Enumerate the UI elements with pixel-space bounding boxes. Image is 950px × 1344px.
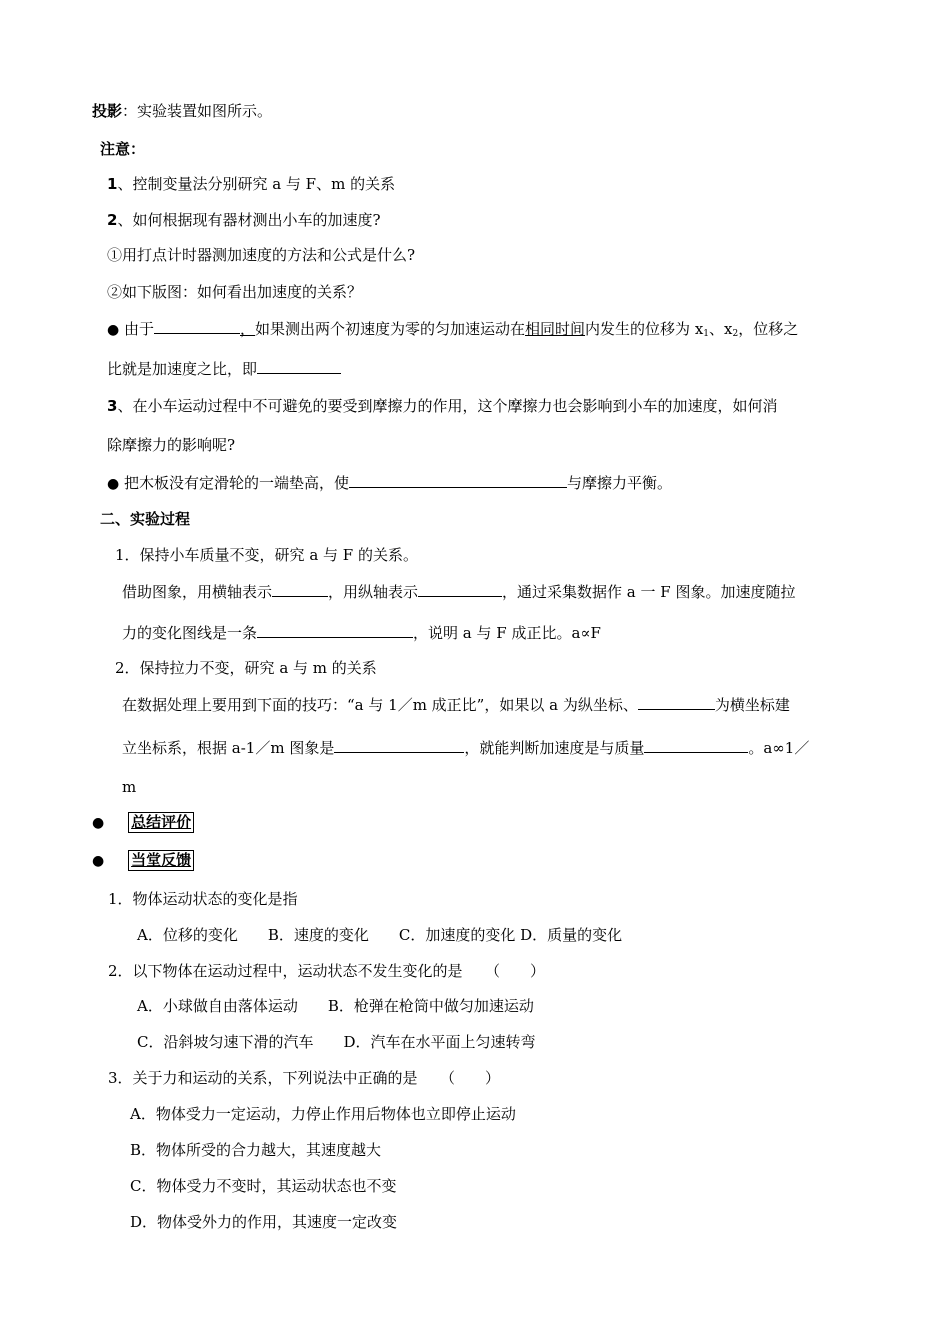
notice-item-3-text: 、在小车运动过程中不可避免的要受到摩擦力的作用，这个摩擦力也会影响到小车的加速度，如何消 bbox=[117, 397, 778, 415]
fill-blank[interactable] bbox=[154, 318, 240, 334]
notice-item-2-num: 2 bbox=[107, 211, 118, 229]
notice-item-2a: ①用打点计时器测加速度的方法和公式是什么? bbox=[107, 246, 416, 264]
bullet-1-mid: 如果测出两个初速度为零的匀加速运动在 bbox=[255, 320, 526, 338]
bullet-dot: ● bbox=[92, 853, 105, 869]
notice-item-2-text: 、如何根据现有器材测出小车的加速度? bbox=[117, 211, 381, 229]
notice-item-2 bbox=[107, 210, 380, 230]
p1-text-a: 借助图象，用横轴表示 bbox=[122, 583, 273, 601]
notice-heading: 注意： bbox=[100, 140, 146, 158]
notice-item-1-text: 、控制变量法分别研究 a 与 F、m 的关系 bbox=[117, 175, 396, 193]
question-3-option-d: D．物体受外力的作用，其速度一定改变 bbox=[130, 1213, 398, 1231]
bullet-1-pre: 由于 bbox=[119, 320, 154, 338]
question-2-options-cd: C．沿斜坡匀速下滑的汽车 D．汽车在水平面上匀速转弯 bbox=[137, 1033, 536, 1051]
question-3-option-c: C．物体受力不变时，其运动状态也不变 bbox=[130, 1177, 397, 1195]
question-1-stem: 1．物体运动状态的变化是指 bbox=[108, 890, 298, 908]
summary-heading bbox=[92, 812, 194, 833]
bullet-2-post: 与摩擦力平衡。 bbox=[567, 474, 673, 492]
projection-text: ：实验装置如图所示。 bbox=[122, 102, 273, 120]
p2-text-c: 立坐标系，根据 a-1／m 图象是 bbox=[122, 739, 335, 757]
question-2-options-ab: A．小球做自由落体运动 B．枪弹在枪筒中做匀加速运动 bbox=[137, 997, 534, 1015]
notice-item-1-num: 1 bbox=[107, 175, 118, 193]
bullet-dot: ● bbox=[107, 476, 120, 492]
procedure-1-line-2 bbox=[122, 622, 601, 643]
procedure-2-line-2 bbox=[122, 737, 809, 758]
procedure-2-title: 2．保持拉力不变，研究 a 与 m 的关系 bbox=[115, 659, 377, 677]
bullet-1-sep: 、x bbox=[709, 320, 733, 338]
fill-blank[interactable] bbox=[257, 358, 341, 374]
bullet-1-continuation bbox=[107, 358, 341, 379]
fill-blank[interactable] bbox=[334, 737, 464, 753]
fill-blank[interactable] bbox=[638, 694, 715, 710]
procedure-1-title: 1．保持小车质量不变，研究 a 与 F 的关系。 bbox=[115, 546, 418, 564]
bullet-1 bbox=[107, 318, 798, 344]
procedure-1-line-1 bbox=[122, 581, 795, 602]
feedback-label: 当堂反馈 bbox=[128, 850, 194, 871]
subscript-2: 2 bbox=[732, 329, 739, 339]
feedback-heading bbox=[92, 850, 194, 871]
question-1-options: A．位移的变化 B．速度的变化 C．加速度的变化 D．质量的变化 bbox=[137, 926, 623, 944]
p1-text-c: ，通过采集数据作 a 一 F 图象。加速度随拉 bbox=[502, 583, 796, 601]
notice-item-1 bbox=[107, 174, 395, 194]
p1-text-d: 力的变化图线是一条 bbox=[122, 624, 258, 642]
procedure-2-line-1 bbox=[122, 694, 790, 715]
p2-text-b: 为横坐标建 bbox=[714, 696, 790, 714]
question-2-stem: 2．以下物体在运动过程中，运动状态不发生变化的是 （ ） bbox=[108, 962, 546, 980]
bullet-1-cont-text: 比就是加速度之比，即 bbox=[107, 360, 258, 378]
procedure-2-line-3: m bbox=[122, 778, 137, 796]
fill-blank[interactable] bbox=[644, 737, 748, 753]
projection-line bbox=[92, 101, 272, 121]
bullet-1-post: 内发生的位移为 x bbox=[585, 320, 704, 338]
question-3-option-b: B．物体所受的合力越大，其速度越大 bbox=[130, 1141, 382, 1159]
bullet-1-end: ，位移之 bbox=[738, 320, 799, 338]
question-3-option-a: A．物体受力一定运动，力停止作用后物体也立即停止运动 bbox=[130, 1105, 516, 1123]
question-3-stem: 3．关于力和运动的关系，下列说法中正确的是 （ ） bbox=[108, 1069, 501, 1087]
notice-item-3-num: 3 bbox=[107, 397, 118, 415]
bullet-dot: ● bbox=[107, 322, 120, 338]
fill-blank[interactable] bbox=[349, 472, 567, 488]
notice-item-2b: ②如下版图：如何看出加速度的关系？ bbox=[107, 283, 363, 301]
projection-label: 投影 bbox=[92, 102, 123, 120]
summary-label: 总结评价 bbox=[128, 812, 194, 833]
fill-blank[interactable] bbox=[257, 622, 413, 638]
bullet-2-pre: 把木板没有定滑轮的一端垫高，使 bbox=[119, 474, 349, 492]
section-title: 二、实验过程 bbox=[100, 510, 191, 528]
same-time-text: 相同时间 bbox=[525, 320, 586, 338]
bullet-1-comma: ， bbox=[240, 320, 256, 338]
fill-blank[interactable] bbox=[418, 581, 502, 597]
subscript-1: 1 bbox=[703, 329, 710, 339]
p1-text-b: ，用纵轴表示 bbox=[328, 583, 419, 601]
p2-text-e: 。a∞1／ bbox=[748, 739, 810, 757]
bullet-dot: ● bbox=[92, 815, 105, 831]
notice-item-3 bbox=[107, 396, 777, 416]
notice-item-3-cont: 除摩擦力的影响呢? bbox=[107, 436, 236, 454]
bullet-2 bbox=[107, 472, 672, 494]
p1-text-e: ，说明 a 与 F 成正比。a∝F bbox=[413, 624, 601, 642]
fill-blank[interactable] bbox=[272, 581, 328, 597]
p2-text-a: 在数据处理上要用到下面的技巧：“a 与 1／m 成正比”，如果以 a 为纵坐标、 bbox=[122, 696, 638, 714]
p2-text-d: ，就能判断加速度是与质量 bbox=[464, 739, 645, 757]
